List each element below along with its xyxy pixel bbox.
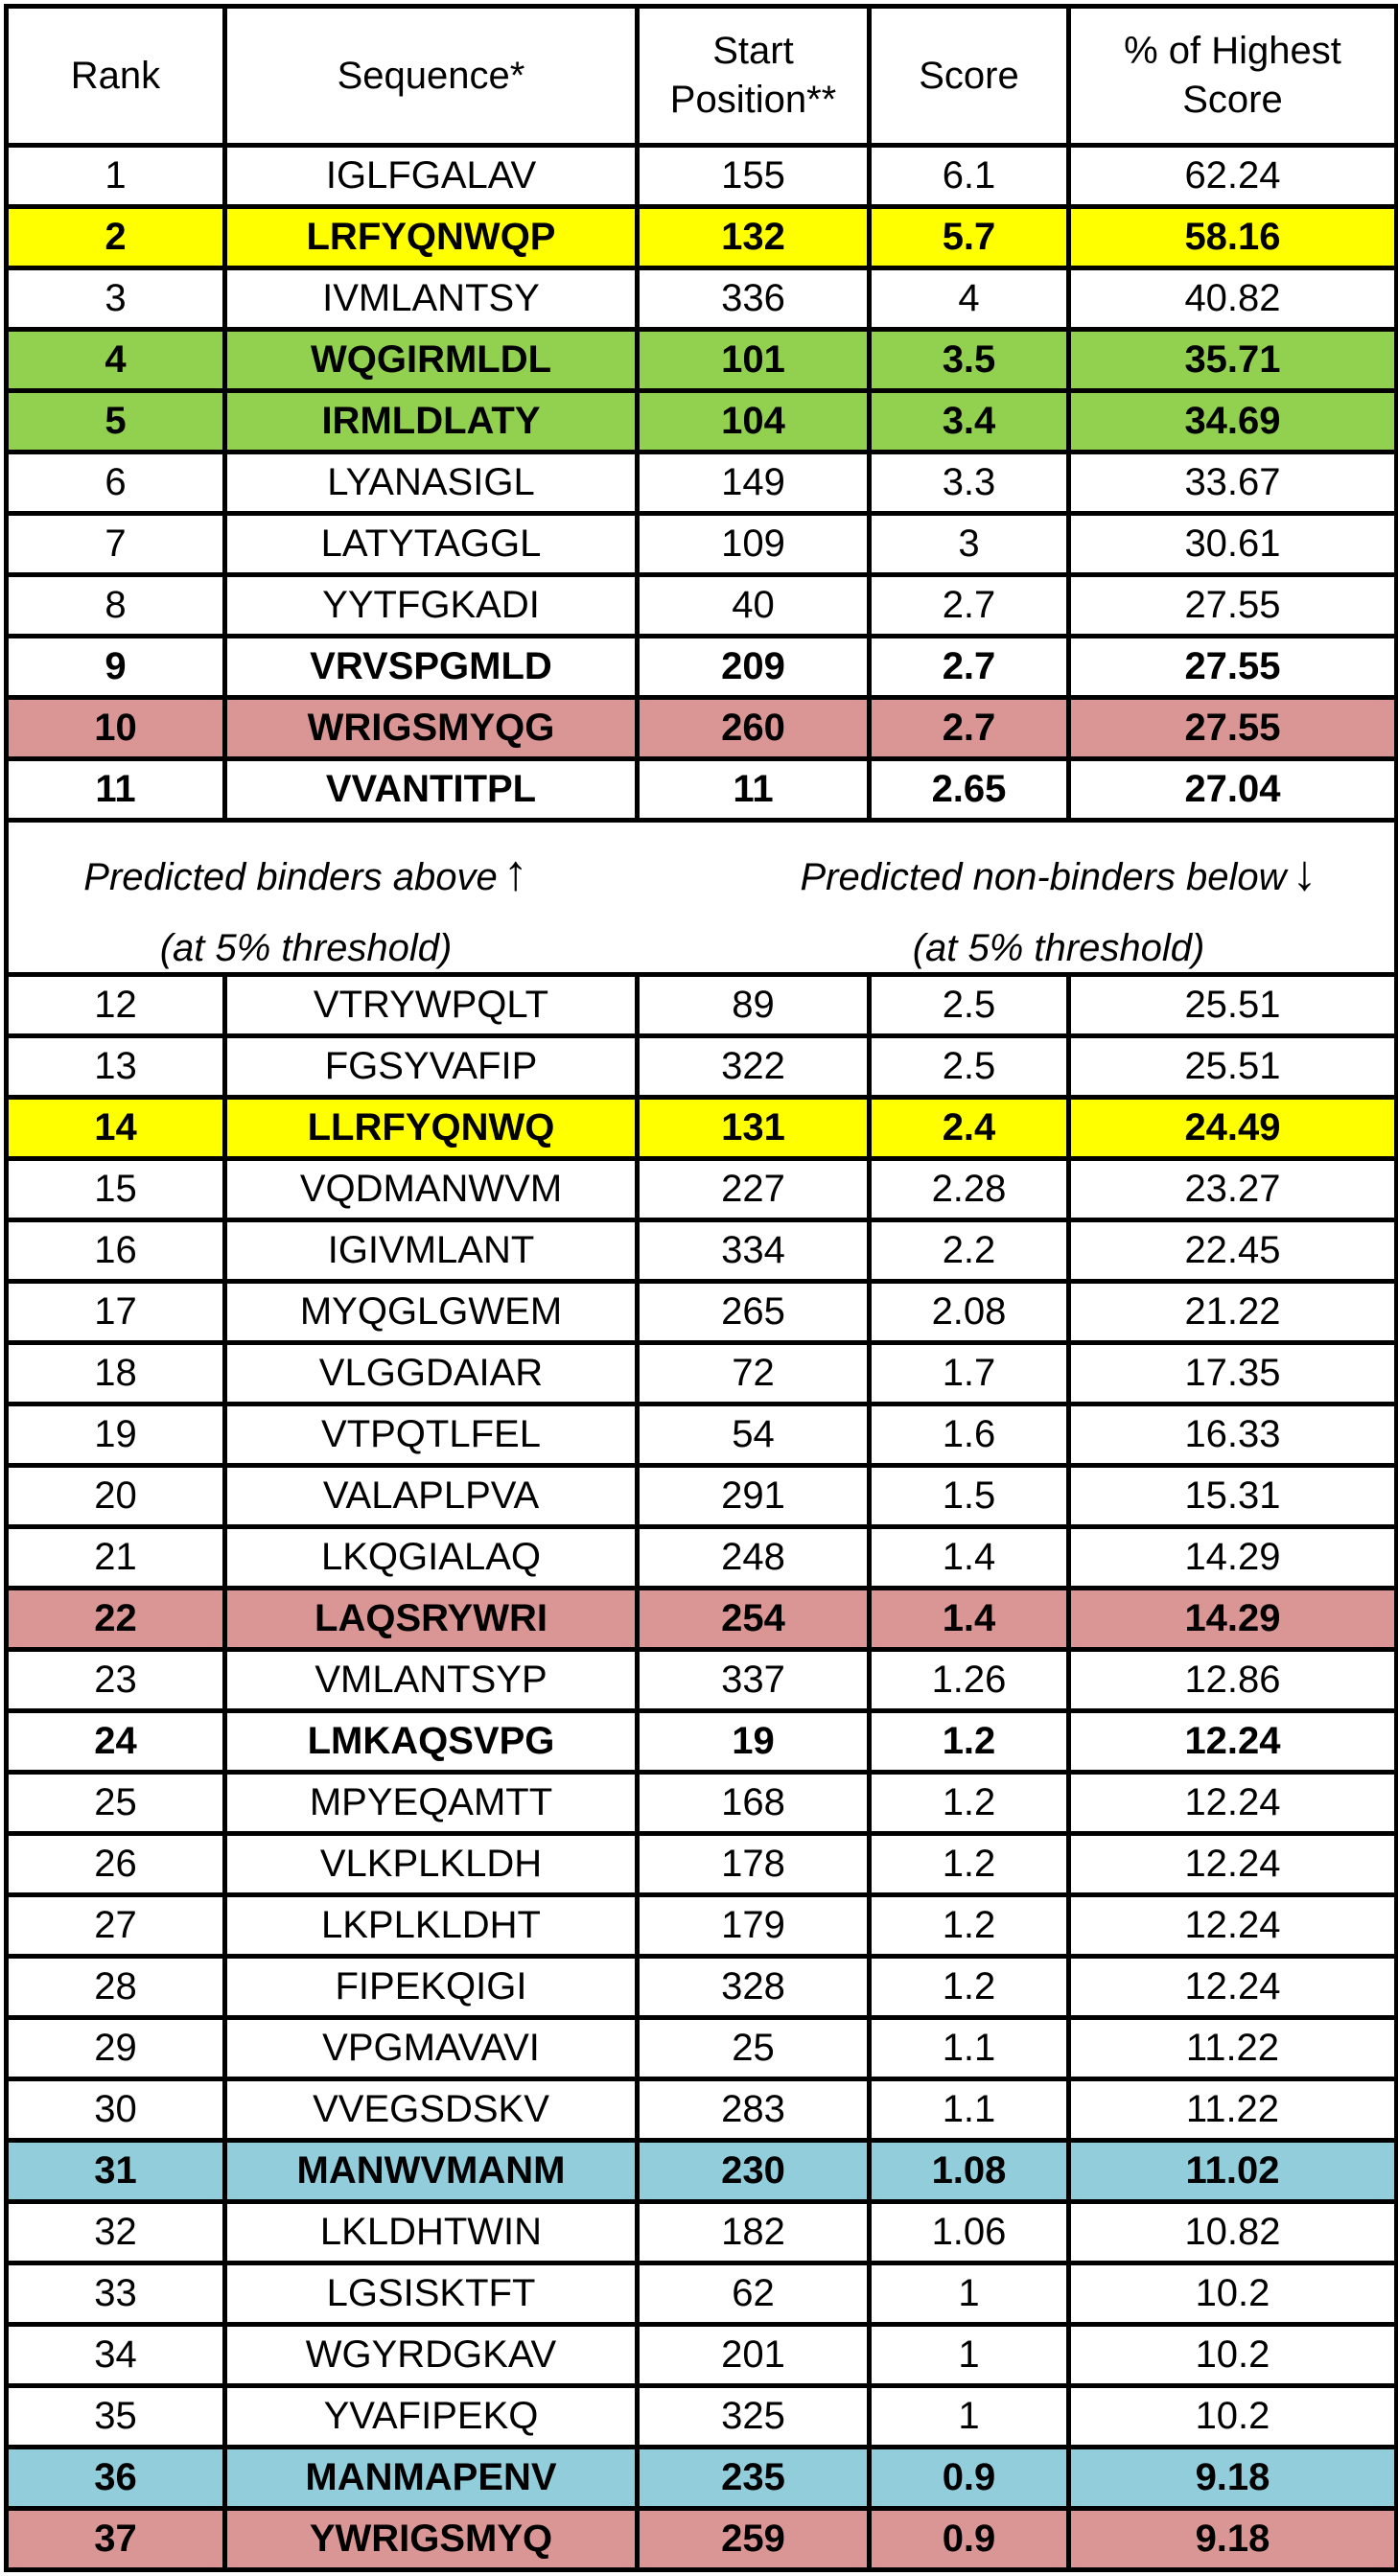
start-position-cell: 201 (638, 2325, 870, 2386)
pct-highest-cell: 10.2 (1069, 2325, 1397, 2386)
pct-highest-cell: 17.35 (1069, 1343, 1397, 1404)
rank-cell: 36 (7, 2448, 225, 2509)
score-cell: 1 (870, 2386, 1069, 2448)
pct-highest-cell: 27.55 (1069, 698, 1397, 759)
table-row (7, 1036, 1397, 1098)
table-row (7, 575, 1397, 637)
start-position-cell: 230 (638, 2141, 870, 2202)
peptide-ranking-table (4, 4, 1398, 2572)
score-cell: 2.5 (870, 1036, 1069, 1098)
table-row (7, 2386, 1397, 2448)
score-cell: 1.2 (870, 1957, 1069, 2018)
rank-cell: 29 (7, 2018, 225, 2079)
score-cell: 1.1 (870, 2018, 1069, 2079)
start-position-cell: 132 (638, 207, 870, 268)
start-position-cell: 178 (638, 1834, 870, 1895)
nonbinders-below-note (723, 838, 1394, 975)
score-cell: 3.3 (870, 453, 1069, 514)
start-position-cell: 283 (638, 2079, 870, 2141)
rank-cell: 12 (7, 975, 225, 1036)
pct-highest-cell: 11.02 (1069, 2141, 1397, 2202)
sequence-cell: VTPQTLFEL (225, 1404, 638, 1466)
sequence-cell: VALAPLPVA (225, 1466, 638, 1527)
table-row (7, 1895, 1397, 1957)
rank-cell: 7 (7, 514, 225, 575)
binders-above-note (9, 838, 603, 975)
table-row (7, 975, 1397, 1036)
header-start-line2: Position** (669, 79, 837, 121)
header-pct-line1: % of Highest (1124, 30, 1341, 72)
nonbinders-below-threshold: (at 5% threshold) (912, 927, 1205, 969)
arrow-up-icon: ↑ (502, 846, 528, 901)
score-cell: 1.5 (870, 1466, 1069, 1527)
predicted-nonbinders-rows (7, 975, 1397, 2570)
rank-cell: 25 (7, 1773, 225, 1834)
header-start-position (638, 7, 870, 146)
score-cell: 2.28 (870, 1159, 1069, 1220)
rank-cell: 6 (7, 453, 225, 514)
score-cell: 1.4 (870, 1589, 1069, 1650)
pct-highest-cell: 10.82 (1069, 2202, 1397, 2263)
sequence-cell: VVEGSDSKV (225, 2079, 638, 2141)
rank-cell: 14 (7, 1098, 225, 1159)
score-cell: 1.2 (870, 1773, 1069, 1834)
table-row (7, 1834, 1397, 1895)
pct-highest-cell: 35.71 (1069, 330, 1397, 391)
score-cell: 3.4 (870, 391, 1069, 453)
sequence-cell: IRMLDLATY (225, 391, 638, 453)
pct-highest-cell: 40.82 (1069, 268, 1397, 330)
threshold-divider-row (7, 821, 1397, 975)
start-position-cell: 259 (638, 2509, 870, 2570)
score-cell: 3.5 (870, 330, 1069, 391)
rank-cell: 10 (7, 698, 225, 759)
rank-cell: 2 (7, 207, 225, 268)
sequence-cell: LAQSRYWRI (225, 1589, 638, 1650)
arrow-down-icon: ↓ (1292, 846, 1317, 901)
rank-cell: 37 (7, 2509, 225, 2570)
table-row (7, 1650, 1397, 1711)
start-position-cell: 336 (638, 268, 870, 330)
header-score: Score (870, 7, 1069, 146)
rank-cell: 5 (7, 391, 225, 453)
table-row (7, 1711, 1397, 1773)
table-row (7, 1098, 1397, 1159)
rank-cell: 24 (7, 1711, 225, 1773)
pct-highest-cell: 34.69 (1069, 391, 1397, 453)
sequence-cell: VPGMAVAVI (225, 2018, 638, 2079)
pct-highest-cell: 9.18 (1069, 2509, 1397, 2570)
start-position-cell: 235 (638, 2448, 870, 2509)
score-cell: 4 (870, 268, 1069, 330)
table-row (7, 637, 1397, 698)
sequence-cell: VRVSPGMLD (225, 637, 638, 698)
table-row (7, 759, 1397, 821)
table-row (7, 2018, 1397, 2079)
table-row (7, 146, 1397, 207)
sequence-cell: VVANTITPL (225, 759, 638, 821)
sequence-cell: LKQGIALAQ (225, 1527, 638, 1589)
score-cell: 1 (870, 2325, 1069, 2386)
sequence-cell: IGIVMLANT (225, 1220, 638, 1282)
sequence-cell: MANWVMANM (225, 2141, 638, 2202)
rank-cell: 28 (7, 1957, 225, 2018)
rank-cell: 17 (7, 1282, 225, 1343)
pct-highest-cell: 21.22 (1069, 1282, 1397, 1343)
start-position-cell: 54 (638, 1404, 870, 1466)
pct-highest-cell: 22.45 (1069, 1220, 1397, 1282)
sequence-cell: FIPEKQIGI (225, 1957, 638, 2018)
rank-cell: 4 (7, 330, 225, 391)
score-cell: 0.9 (870, 2448, 1069, 2509)
sequence-cell: VTRYWPQLT (225, 975, 638, 1036)
table-row (7, 207, 1397, 268)
binders-above-label: Predicted binders above (83, 856, 498, 898)
sequence-cell: LATYTAGGL (225, 514, 638, 575)
sequence-cell: IGLFGALAV (225, 146, 638, 207)
table-row (7, 1282, 1397, 1343)
header-pct-line2: Score (1182, 79, 1283, 121)
start-position-cell: 72 (638, 1343, 870, 1404)
rank-cell: 26 (7, 1834, 225, 1895)
score-cell: 1.1 (870, 2079, 1069, 2141)
table-row (7, 453, 1397, 514)
pct-highest-cell: 16.33 (1069, 1404, 1397, 1466)
sequence-cell: VMLANTSYP (225, 1650, 638, 1711)
score-cell: 2.08 (870, 1282, 1069, 1343)
rank-cell: 20 (7, 1466, 225, 1527)
sequence-cell: LKPLKLDHT (225, 1895, 638, 1957)
score-cell: 2.4 (870, 1098, 1069, 1159)
rank-cell: 31 (7, 2141, 225, 2202)
table-row (7, 1404, 1397, 1466)
table-row (7, 698, 1397, 759)
start-position-cell: 227 (638, 1159, 870, 1220)
score-cell: 5.7 (870, 207, 1069, 268)
rank-cell: 32 (7, 2202, 225, 2263)
sequence-cell: WRIGSMYQG (225, 698, 638, 759)
peptide-ranking-table-container (4, 4, 1394, 2572)
sequence-cell: VQDMANWVM (225, 1159, 638, 1220)
start-position-cell: 19 (638, 1711, 870, 1773)
table-row (7, 1957, 1397, 2018)
table-row (7, 1159, 1397, 1220)
rank-cell: 15 (7, 1159, 225, 1220)
start-position-cell: 155 (638, 146, 870, 207)
start-position-cell: 265 (638, 1282, 870, 1343)
table-row (7, 514, 1397, 575)
pct-highest-cell: 14.29 (1069, 1589, 1397, 1650)
rank-cell: 9 (7, 637, 225, 698)
score-cell: 1.6 (870, 1404, 1069, 1466)
pct-highest-cell: 24.49 (1069, 1098, 1397, 1159)
pct-highest-cell: 12.24 (1069, 1711, 1397, 1773)
score-cell: 0.9 (870, 2509, 1069, 2570)
predicted-binders-rows (7, 146, 1397, 821)
sequence-cell: YVAFIPEKQ (225, 2386, 638, 2448)
pct-highest-cell: 30.61 (1069, 514, 1397, 575)
start-position-cell: 109 (638, 514, 870, 575)
rank-cell: 33 (7, 2263, 225, 2325)
start-position-cell: 149 (638, 453, 870, 514)
start-position-cell: 325 (638, 2386, 870, 2448)
pct-highest-cell: 14.29 (1069, 1527, 1397, 1589)
header-rank: Rank (7, 7, 225, 146)
pct-highest-cell: 62.24 (1069, 146, 1397, 207)
rank-cell: 18 (7, 1343, 225, 1404)
pct-highest-cell: 27.55 (1069, 575, 1397, 637)
rank-cell: 19 (7, 1404, 225, 1466)
pct-highest-cell: 58.16 (1069, 207, 1397, 268)
start-position-cell: 182 (638, 2202, 870, 2263)
score-cell: 2.7 (870, 637, 1069, 698)
table-row (7, 1220, 1397, 1282)
score-cell: 3 (870, 514, 1069, 575)
start-position-cell: 104 (638, 391, 870, 453)
score-cell: 1.2 (870, 1834, 1069, 1895)
start-position-cell: 337 (638, 1650, 870, 1711)
start-position-cell: 40 (638, 575, 870, 637)
table-row (7, 2325, 1397, 2386)
start-position-cell: 179 (638, 1895, 870, 1957)
table-row (7, 2141, 1397, 2202)
pct-highest-cell: 27.04 (1069, 759, 1397, 821)
pct-highest-cell: 27.55 (1069, 637, 1397, 698)
table-row (7, 1343, 1397, 1404)
pct-highest-cell: 12.24 (1069, 1957, 1397, 2018)
threshold-divider (7, 821, 1397, 975)
pct-highest-cell: 10.2 (1069, 2386, 1397, 2448)
pct-highest-cell: 11.22 (1069, 2079, 1397, 2141)
sequence-cell: LYANASIGL (225, 453, 638, 514)
start-position-cell: 131 (638, 1098, 870, 1159)
header-start-line1: Start (712, 30, 794, 72)
table-row (7, 2448, 1397, 2509)
score-cell: 1.4 (870, 1527, 1069, 1589)
sequence-cell: YYTFGKADI (225, 575, 638, 637)
sequence-cell: LRFYQNWQP (225, 207, 638, 268)
sequence-cell: MANMAPENV (225, 2448, 638, 2509)
pct-highest-cell: 10.2 (1069, 2263, 1397, 2325)
score-cell: 2.7 (870, 698, 1069, 759)
header-row (7, 7, 1397, 146)
start-position-cell: 254 (638, 1589, 870, 1650)
start-position-cell: 101 (638, 330, 870, 391)
sequence-cell: FGSYVAFIP (225, 1036, 638, 1098)
pct-highest-cell: 9.18 (1069, 2448, 1397, 2509)
score-cell: 1.06 (870, 2202, 1069, 2263)
table-row (7, 2263, 1397, 2325)
pct-highest-cell: 25.51 (1069, 1036, 1397, 1098)
table-row (7, 1527, 1397, 1589)
header-sequence: Sequence* (225, 7, 638, 146)
pct-highest-cell: 12.86 (1069, 1650, 1397, 1711)
sequence-cell: LMKAQSVPG (225, 1711, 638, 1773)
table-row (7, 1466, 1397, 1527)
sequence-cell: MPYEQAMTT (225, 1773, 638, 1834)
rank-cell: 16 (7, 1220, 225, 1282)
rank-cell: 1 (7, 146, 225, 207)
start-position-cell: 248 (638, 1527, 870, 1589)
pct-highest-cell: 33.67 (1069, 453, 1397, 514)
score-cell: 2.5 (870, 975, 1069, 1036)
threshold-divider-cell (7, 821, 1397, 975)
table-row (7, 2509, 1397, 2570)
score-cell: 2.65 (870, 759, 1069, 821)
rank-cell: 35 (7, 2386, 225, 2448)
sequence-cell: WGYRDGKAV (225, 2325, 638, 2386)
sequence-cell: VLKPLKLDH (225, 1834, 638, 1895)
table-row (7, 1773, 1397, 1834)
sequence-cell: WQGIRMLDL (225, 330, 638, 391)
rank-cell: 21 (7, 1527, 225, 1589)
sequence-cell: MYQGLGWEM (225, 1282, 638, 1343)
score-cell: 2.2 (870, 1220, 1069, 1282)
sequence-cell: IVMLANTSY (225, 268, 638, 330)
start-position-cell: 260 (638, 698, 870, 759)
table-row (7, 1589, 1397, 1650)
rank-cell: 8 (7, 575, 225, 637)
rank-cell: 30 (7, 2079, 225, 2141)
start-position-cell: 291 (638, 1466, 870, 1527)
table-row (7, 330, 1397, 391)
start-position-cell: 11 (638, 759, 870, 821)
rank-cell: 13 (7, 1036, 225, 1098)
score-cell: 2.7 (870, 575, 1069, 637)
table-row (7, 2202, 1397, 2263)
rank-cell: 23 (7, 1650, 225, 1711)
start-position-cell: 25 (638, 2018, 870, 2079)
start-position-cell: 334 (638, 1220, 870, 1282)
pct-highest-cell: 12.24 (1069, 1773, 1397, 1834)
score-cell: 1.26 (870, 1650, 1069, 1711)
pct-highest-cell: 15.31 (1069, 1466, 1397, 1527)
sequence-cell: LLRFYQNWQ (225, 1098, 638, 1159)
pct-highest-cell: 23.27 (1069, 1159, 1397, 1220)
pct-highest-cell: 11.22 (1069, 2018, 1397, 2079)
pct-highest-cell: 12.24 (1069, 1834, 1397, 1895)
table-row (7, 2079, 1397, 2141)
table-row (7, 391, 1397, 453)
start-position-cell: 89 (638, 975, 870, 1036)
start-position-cell: 322 (638, 1036, 870, 1098)
score-cell: 1.2 (870, 1895, 1069, 1957)
start-position-cell: 328 (638, 1957, 870, 2018)
header-pct-highest (1069, 7, 1397, 146)
sequence-cell: YWRIGSMYQ (225, 2509, 638, 2570)
rank-cell: 27 (7, 1895, 225, 1957)
nonbinders-below-label: Predicted non-binders below (800, 856, 1287, 898)
sequence-cell: LKLDHTWIN (225, 2202, 638, 2263)
start-position-cell: 62 (638, 2263, 870, 2325)
table-row (7, 268, 1397, 330)
pct-highest-cell: 25.51 (1069, 975, 1397, 1036)
score-cell: 1.2 (870, 1711, 1069, 1773)
sequence-cell: LGSISKTFT (225, 2263, 638, 2325)
sequence-cell: VLGGDAIAR (225, 1343, 638, 1404)
table-header (7, 7, 1397, 146)
binders-above-threshold: (at 5% threshold) (159, 927, 453, 969)
rank-cell: 3 (7, 268, 225, 330)
rank-cell: 22 (7, 1589, 225, 1650)
score-cell: 1 (870, 2263, 1069, 2325)
score-cell: 6.1 (870, 146, 1069, 207)
rank-cell: 11 (7, 759, 225, 821)
start-position-cell: 209 (638, 637, 870, 698)
score-cell: 1.08 (870, 2141, 1069, 2202)
start-position-cell: 168 (638, 1773, 870, 1834)
score-cell: 1.7 (870, 1343, 1069, 1404)
rank-cell: 34 (7, 2325, 225, 2386)
pct-highest-cell: 12.24 (1069, 1895, 1397, 1957)
